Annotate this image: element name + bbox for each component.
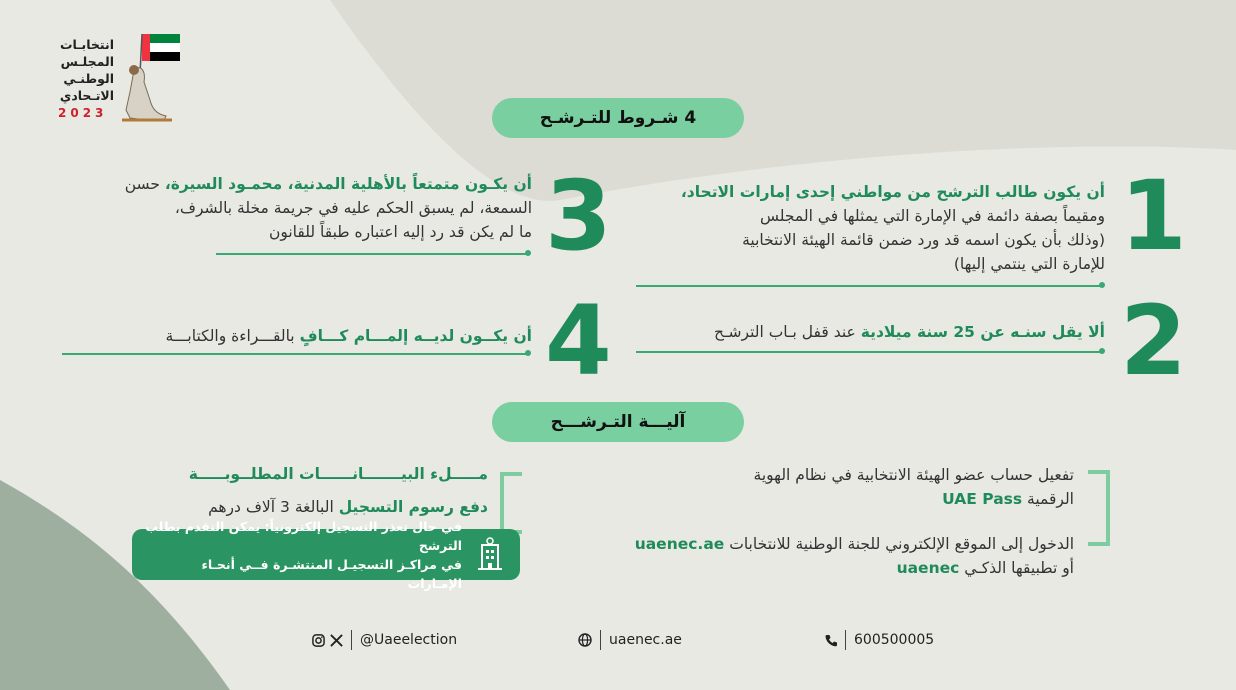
instagram-icon[interactable] (312, 634, 325, 647)
footer-social (312, 630, 457, 650)
mechanism-fill-data: مـــــلء البيـــــــانــــــات المطلــوبـــــة (188, 465, 488, 483)
condition-1-number: 1 (1120, 160, 1187, 272)
registration-note-text: في حال تعذر التسجيل إلكترونياً: يمكن التقدم بطلب الترشح في مراكـز التسجيـل المنتشـرة فــي أنحـاء الإمـارات (145, 518, 462, 591)
condition-1-underline (636, 285, 1102, 287)
condition-4-text: أن يكــون لديــه إلمـــام كـــافٍ بالقـــراءة والكتابـــة (165, 327, 532, 345)
x-icon[interactable] (330, 634, 343, 647)
globe-icon (578, 633, 592, 647)
conditions-title-pill: 4 شـروط للتـرشـح (492, 98, 744, 138)
mechanism-title-pill: آليـــة التـرشـــح (492, 402, 744, 442)
condition-2-underline-dot (1099, 348, 1105, 354)
footer-website (578, 630, 682, 650)
condition-4-underline-dot (525, 350, 531, 356)
logo-title: انتخابـات المجلـس الوطنـي الاتـحادي (59, 37, 114, 103)
mechanism-step-website: الدخول إلى الموقع الإلكتروني للجنة الوطنية للانتخابات uaenec.ae أو تطبيقها الذكـي uaenec (634, 535, 1074, 577)
social-handle[interactable]: @Uaeelection (360, 632, 458, 648)
footer-phone (825, 630, 934, 650)
website-link[interactable]: uaenec.ae (609, 632, 682, 648)
condition-3-underline-dot (525, 250, 531, 256)
right-bracket (1088, 470, 1110, 546)
phone-number[interactable]: 600500005 (854, 632, 935, 648)
condition-2-text: ألا يقل سنـه عن 25 سنة ميلادية عند قفل بـاب الترشـح (713, 323, 1105, 341)
logo-flag-figure-icon (116, 30, 182, 122)
mechanism-pay-fees: دفع رسوم التسجيل البالغة 3 آلاف درهم (208, 498, 488, 516)
condition-4-number: 4 (545, 285, 612, 397)
flag-icon (140, 34, 180, 74)
phone-icon (825, 634, 837, 647)
condition-3-text: أن يكـون متمتعاً بالأهلية المدنية، محمـود السيرة، حسن السمعة، لم يسبق الحكم عليه في جريمة مخلة بالشرف، ما لم يكن قد رد إليه اعتباره طبقاً للقانون (124, 175, 532, 241)
footer-separator (845, 630, 846, 650)
condition-1-text: أن يكون طالب الترشح من مواطني إحدى إمارات الاتحاد، ومقيماً بصفة دائمة في الإمارة التي يمثلها في المجلس (وذلك بأن يكون اسمه قد ورد ضمن قائمة الهيئة الانتخابية للإمارة التي ينتمي إليها) (680, 183, 1105, 273)
mechanism-step-uae-pass: تفعيل حساب عضو الهيئة الانتخابية في نظام الهوية الرقمية UAE Pass (753, 466, 1074, 508)
condition-2-underline (636, 351, 1102, 353)
condition-1-underline-dot (1099, 282, 1105, 288)
registration-note-box (132, 518, 520, 591)
condition-2-number: 2 (1120, 285, 1187, 397)
registration-center-icon (472, 537, 508, 573)
logo-year: 2023 (58, 106, 108, 120)
footer-separator (600, 630, 601, 650)
condition-3-number: 3 (545, 160, 612, 272)
left-bracket (500, 472, 522, 534)
condition-4-underline (62, 353, 528, 355)
footer-separator (351, 630, 352, 650)
condition-3-underline (216, 253, 528, 255)
